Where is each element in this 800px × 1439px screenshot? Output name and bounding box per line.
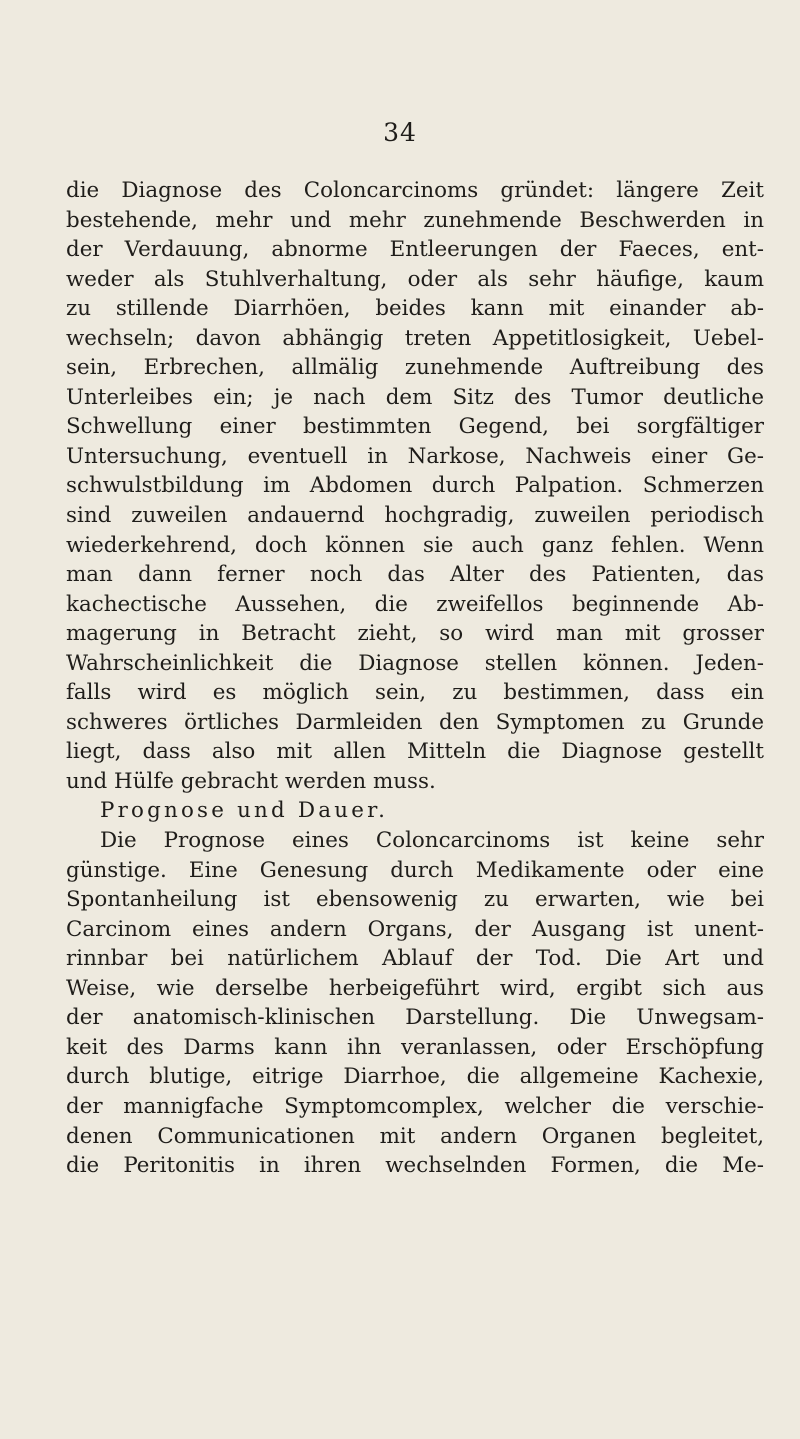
text-line: Carcinom eines andern Organs, der Ausgang ist unent-	[66, 916, 764, 942]
text-line: günstige. Eine Genesung durch Medikamente oder eine	[66, 857, 764, 883]
text-line: die Diagnose des Coloncarcinoms gründet: längere Zeit	[66, 178, 764, 203]
text-line: magerung in Betracht zieht, so wird man mit grosser	[66, 621, 764, 647]
text-line: Spontanheilung ist ebensowenig zu erwarten, wie bei	[66, 887, 764, 913]
text-line: durch blutige, eitrige Diarrhoe, die allgemeine Kachexie,	[66, 1064, 764, 1090]
text-line: rinnbar bei natürlichem Ablauf der Tod. Die Art und	[66, 946, 764, 972]
text-line: Unterleibes ein; je nach dem Sitz des Tumor deutliche	[66, 384, 764, 410]
text-line: schweres örtliches Darmleiden den Symptomen zu Grunde	[66, 709, 764, 735]
text-line: bestehende, mehr und mehr zunehmende Beschwerden in	[66, 207, 764, 233]
text-line: liegt, dass also mit allen Mitteln die Diagnose gestellt	[66, 739, 764, 765]
text-line: Wahrscheinlichkeit die Diagnose stellen können. Jeden-	[66, 650, 764, 676]
text-line: schwulstbildung im Abdomen durch Palpation. Schmerzen	[66, 473, 764, 499]
text-line: der anatomisch-klinischen Darstellung. Die Unwegsam-	[66, 1005, 764, 1031]
text-line: und Hülfe gebracht werden muss.	[66, 768, 436, 794]
text-line: denen Communicationen mit andern Organen begleitet,	[66, 1123, 764, 1149]
text-line: die Peritonitis in ihren wechselnden Formen, die Me-	[66, 1153, 764, 1179]
text-line: der mannigfache Symptomcomplex, welcher die verschie-	[66, 1093, 764, 1119]
text-line: sein, Erbrechen, allmälig zunehmende Auftreibung des	[66, 355, 764, 381]
text-line: man dann ferner noch das Alter des Patienten, das	[66, 562, 764, 588]
text-line: sind zuweilen andauernd hochgradig, zuweilen periodisch	[66, 503, 764, 529]
text-line: falls wird es möglich sein, zu bestimmen, dass ein	[66, 680, 764, 706]
page-number: 34	[383, 118, 417, 147]
text-line: Die Prognose eines Coloncarcinoms ist keine sehr	[100, 828, 764, 854]
text-line: der Verdauung, abnorme Entleerungen der Faeces, ent-	[66, 237, 764, 263]
text-line: wechseln; davon abhängig treten Appetitlosigkeit, Uebel-	[66, 325, 764, 351]
text-line: kachectische Aussehen, die zweifellos beginnende Ab-	[66, 591, 764, 617]
text-line: Weise, wie derselbe herbeigeführt wird, ergibt sich aus	[66, 975, 764, 1001]
body-text	[66, 176, 764, 1181]
section-heading: Prognose und Dauer.	[100, 798, 389, 824]
text-line: keit des Darms kann ihn veranlassen, oder Erschöpfung	[66, 1034, 764, 1060]
text-line: Untersuchung, eventuell in Narkose, Nachweis einer Ge-	[66, 443, 764, 469]
text-line: wiederkehrend, doch können sie auch ganz fehlen. Wenn	[66, 532, 764, 558]
text-line: weder als Stuhlverhaltung, oder als sehr häufige, kaum	[66, 266, 764, 292]
text-line: Schwellung einer bestimmten Gegend, bei sorgfältiger	[66, 414, 764, 440]
text-line: zu stillende Diarrhöen, beides kann mit einander ab-	[66, 296, 764, 322]
